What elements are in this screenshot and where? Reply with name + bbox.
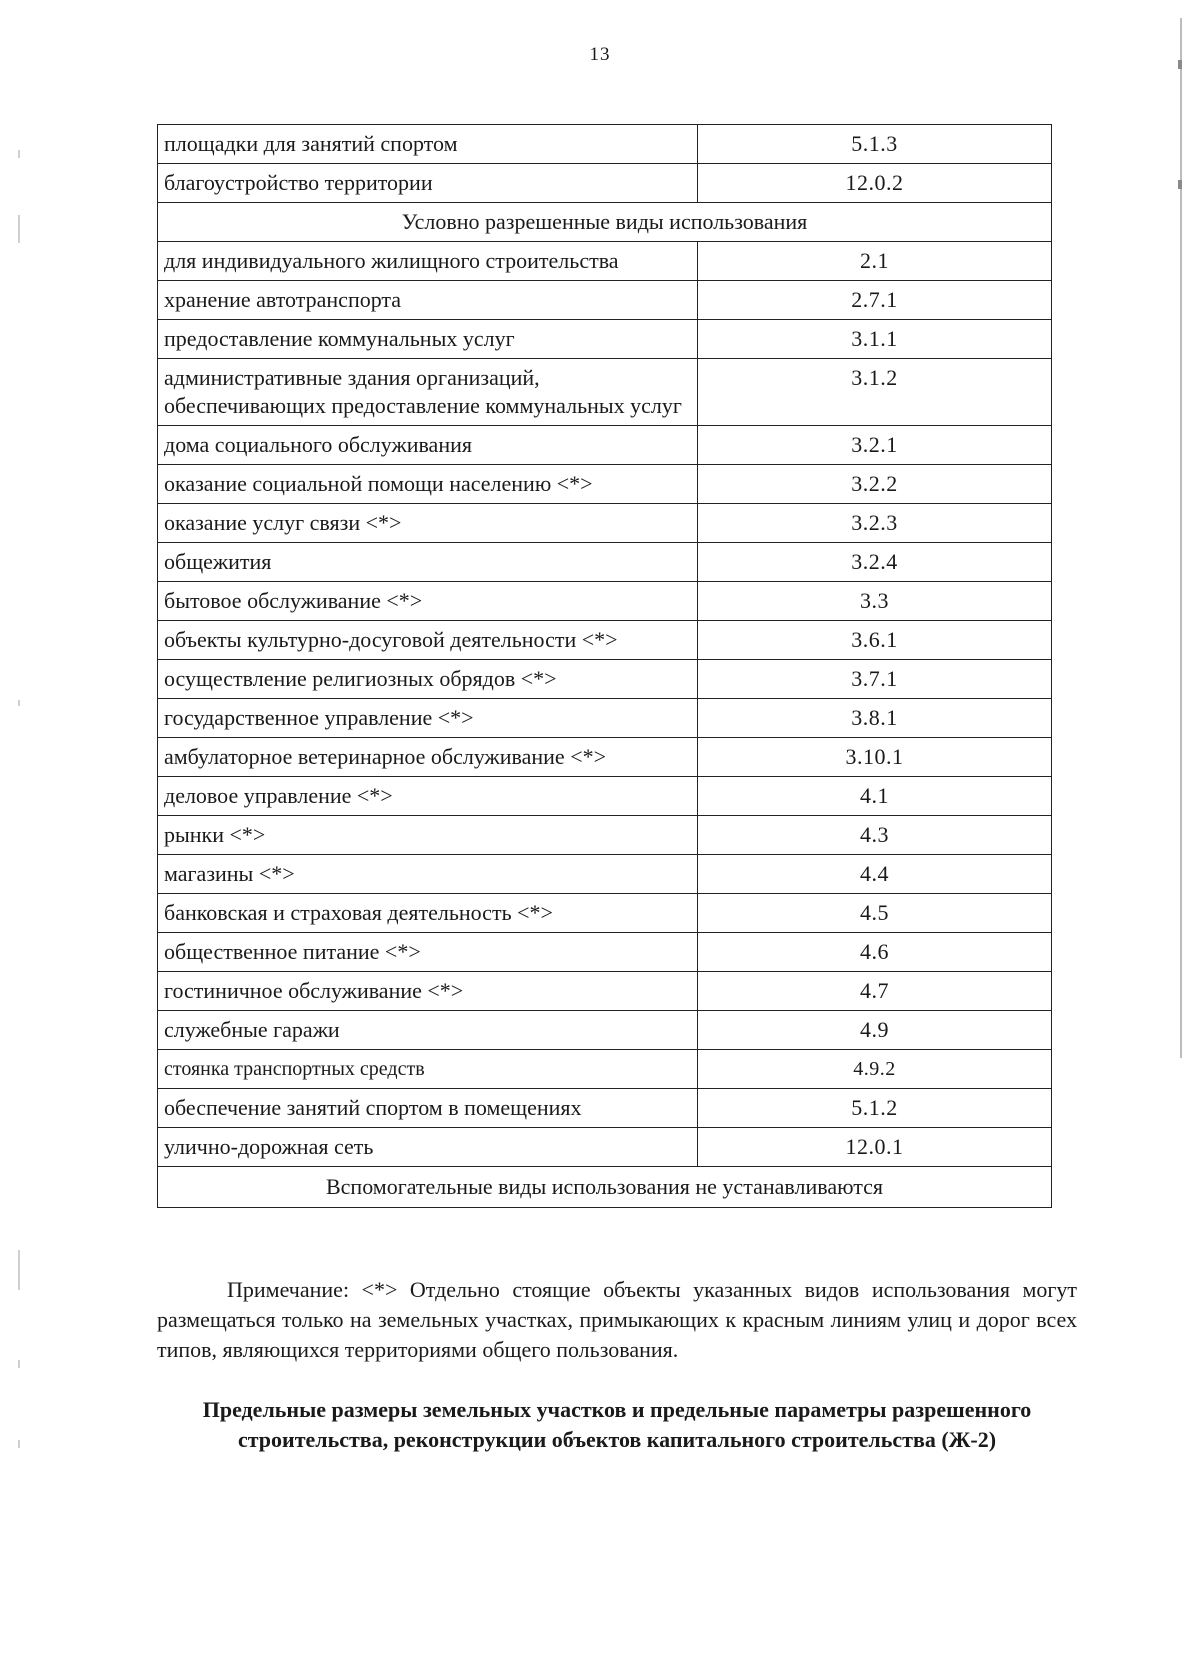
- land-use-name-cell: административные здания организаций, обеспечивающих предоставление коммунальных услуг: [158, 359, 698, 426]
- table-row: [158, 1050, 1052, 1089]
- land-use-code-cell: 4.5: [698, 894, 1052, 933]
- table-row: [158, 933, 1052, 972]
- table-row: [158, 359, 1052, 426]
- land-use-name-cell: деловое управление <*>: [158, 777, 698, 816]
- conditional-uses-heading-row: [158, 203, 1052, 242]
- land-use-name-cell: хранение автотранспорта: [158, 281, 698, 320]
- land-use-name-cell: объекты культурно-досуговой деятельности <*>: [158, 621, 698, 660]
- land-use-table: [157, 124, 1052, 1208]
- land-use-code-cell: 4.7: [698, 972, 1052, 1011]
- land-use-code-cell: 3.3: [698, 582, 1052, 621]
- land-use-code-cell: 3.2.3: [698, 504, 1052, 543]
- table-row: [158, 504, 1052, 543]
- land-use-name-cell: благоустройство территории: [158, 164, 698, 203]
- table-row: [158, 426, 1052, 465]
- land-use-code-cell: 2.1: [698, 242, 1052, 281]
- land-use-name-cell: дома социального обслуживания: [158, 426, 698, 465]
- land-use-code-cell: 3.6.1: [698, 621, 1052, 660]
- land-use-code-cell: 12.0.1: [698, 1128, 1052, 1167]
- table-row: [158, 582, 1052, 621]
- land-use-code-cell: 5.1.2: [698, 1089, 1052, 1128]
- land-use-code-cell: 3.2.4: [698, 543, 1052, 582]
- land-use-name-cell: улично-дорожная сеть: [158, 1128, 698, 1167]
- section-heading: Предельные размеры земельных участков и предельные параметры разрешенного строительства, реконструкции объектов капитального строительства (Ж-2): [202, 1397, 1032, 1452]
- table-row: [158, 777, 1052, 816]
- land-use-name-cell: оказание социальной помощи населению <*>: [158, 465, 698, 504]
- land-use-code-cell: 4.4: [698, 855, 1052, 894]
- table-row: [158, 320, 1052, 359]
- land-use-code-cell: 2.7.1: [698, 281, 1052, 320]
- land-use-code-cell: 12.0.2: [698, 164, 1052, 203]
- table-row: [158, 1128, 1052, 1167]
- land-use-code-cell: 3.8.1: [698, 699, 1052, 738]
- land-use-code-cell: 3.10.1: [698, 738, 1052, 777]
- land-use-code-cell: 4.6: [698, 933, 1052, 972]
- land-use-name-cell: бытовое обслуживание <*>: [158, 582, 698, 621]
- table-row: [158, 281, 1052, 320]
- land-use-name-cell: государственное управление <*>: [158, 699, 698, 738]
- land-use-name-cell: общежития: [158, 543, 698, 582]
- land-use-name-cell: магазины <*>: [158, 855, 698, 894]
- land-use-code-cell: 3.1.1: [698, 320, 1052, 359]
- land-use-name-cell: предоставление коммунальных услуг: [158, 320, 698, 359]
- scan-edge-mark: [1178, 180, 1182, 189]
- land-use-name-cell: оказание услуг связи <*>: [158, 504, 698, 543]
- land-use-code-cell: 4.1: [698, 777, 1052, 816]
- land-use-name-cell: обеспечение занятий спортом в помещениях: [158, 1089, 698, 1128]
- land-use-name-cell: общественное питание <*>: [158, 933, 698, 972]
- land-use-name-cell: амбулаторное ветеринарное обслуживание <*>: [158, 738, 698, 777]
- table-row: [158, 738, 1052, 777]
- scan-edge-line: [1180, 18, 1182, 1058]
- auxiliary-uses-note-row: [158, 1167, 1052, 1208]
- land-use-name-cell: для индивидуального жилищного строительства: [158, 242, 698, 281]
- table-row: [158, 855, 1052, 894]
- auxiliary-uses-note: Вспомогательные виды использования не устанавливаются: [158, 1167, 1052, 1208]
- table-row: [158, 894, 1052, 933]
- table-row: [158, 621, 1052, 660]
- land-use-name-cell: стоянка транспортных средств: [158, 1050, 698, 1089]
- table-row: [158, 164, 1052, 203]
- land-use-code-cell: 4.3: [698, 816, 1052, 855]
- land-use-code-cell: 3.1.2: [698, 359, 1052, 426]
- table-row: [158, 972, 1052, 1011]
- page-number: 13: [589, 44, 611, 65]
- table-row: [158, 242, 1052, 281]
- land-use-name-cell: осуществление религиозных обрядов <*>: [158, 660, 698, 699]
- table-row: [158, 1089, 1052, 1128]
- table-row: [158, 543, 1052, 582]
- land-use-name-cell: служебные гаражи: [158, 1011, 698, 1050]
- land-use-code-cell: 4.9: [698, 1011, 1052, 1050]
- land-use-code-cell: 4.9.2: [698, 1050, 1052, 1089]
- land-use-code-cell: 3.2.2: [698, 465, 1052, 504]
- table-row: [158, 125, 1052, 164]
- land-use-code-cell: 3.7.1: [698, 660, 1052, 699]
- land-use-name-cell: банковская и страховая деятельность <*>: [158, 894, 698, 933]
- table-row: [158, 816, 1052, 855]
- table-row: [158, 699, 1052, 738]
- conditional-uses-heading: Условно разрешенные виды использования: [158, 203, 1052, 242]
- land-use-name-cell: гостиничное обслуживание <*>: [158, 972, 698, 1011]
- land-use-name-cell: рынки <*>: [158, 816, 698, 855]
- footnote: Примечание: <*> Отдельно стоящие объекты указанных видов использования могут размещаться только на земельных участках, примыкающих к красным линиям улиц и дорог всех типов, являющихся территориями общего пользования.: [157, 1277, 1077, 1362]
- land-use-name-cell: площадки для занятий спортом: [158, 125, 698, 164]
- land-use-code-cell: 3.2.1: [698, 426, 1052, 465]
- table-row: [158, 1011, 1052, 1050]
- table-row: [158, 465, 1052, 504]
- land-use-code-cell: 5.1.3: [698, 125, 1052, 164]
- table-row: [158, 660, 1052, 699]
